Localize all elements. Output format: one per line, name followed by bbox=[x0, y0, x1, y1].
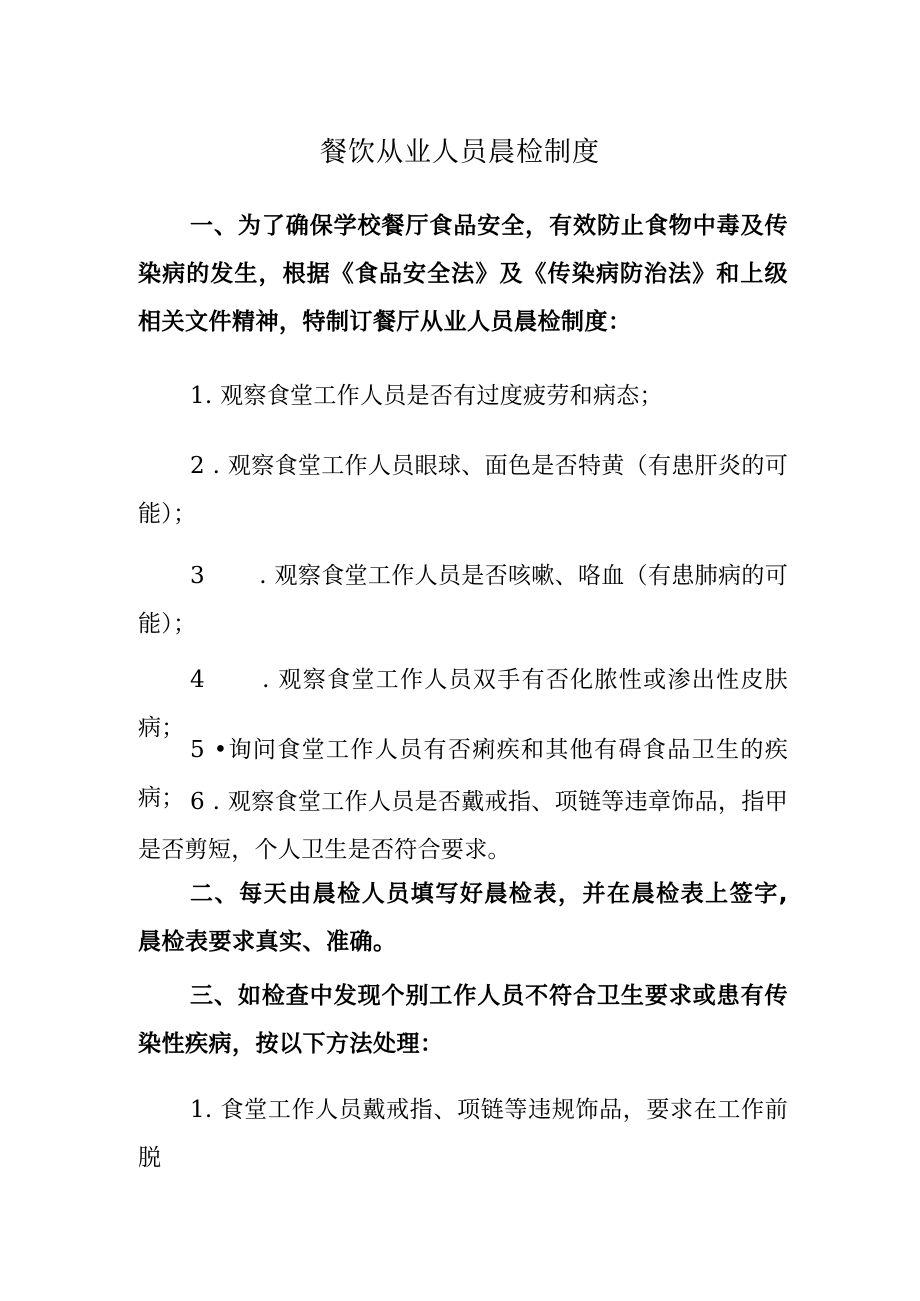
check-item-4: 4 . 观察食堂工作人员双手有否化脓性或渗出性皮肤病； bbox=[138, 667, 788, 741]
check-item-5: 5 •询问食堂工作人员有否痢疾和其他有碍食品卫生的疾病； bbox=[138, 737, 788, 811]
document-title: 餐饮从业人员晨检制度 bbox=[320, 137, 600, 168]
section-two: 二、每天由晨检人员填写好晨检表，并在晨检表上签字, 晨检表要求真实、准确。 bbox=[138, 881, 788, 955]
section-one-intro: 一、为了确保学校餐厅食品安全，有效防止食物中毒及传染病的发生，根据《食品安全法》及《传染病防治法》和上级相关文件精神，特制订餐厅从业人员晨检制度： bbox=[138, 213, 788, 335]
check-item-6: 6 . 观察食堂工作人员是否戴戒指、项链等违章饰品，指甲是否剪短，个人卫生是否符合要求。 bbox=[138, 789, 788, 863]
handling-item-1: 1. 食堂工作人员戴戒指、项链等违规饰品，要求在工作前脱 bbox=[138, 1097, 788, 1171]
check-item-3: 3 . 观察食堂工作人员是否咳嗽、咯血（有患肺病的可能）； bbox=[138, 563, 788, 637]
section-three: 三、如检查中发现个别工作人员不符合卫生要求或患有传染性疾病，按以下方法处理： bbox=[138, 983, 788, 1057]
check-item-1: 1. 观察食堂工作人员是否有过度疲劳和病态； bbox=[190, 383, 663, 409]
check-item-2: 2 . 观察食堂工作人员眼球、面色是否特黄（有患肝炎的可能）； bbox=[138, 453, 788, 527]
